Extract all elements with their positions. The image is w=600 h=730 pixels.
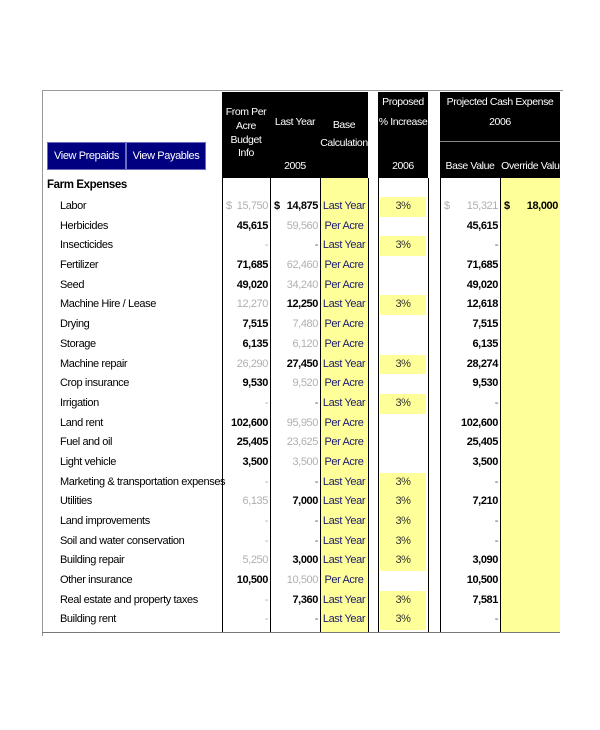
override-value-cell[interactable] [502,512,558,532]
table-row [0,295,600,315]
base-value-cell: - [494,534,498,547]
base-calc-cell[interactable]: Per Acre [324,416,364,429]
override-value-cell[interactable] [502,571,558,591]
row-label: Fuel and oil [60,436,113,449]
base-value-cell: 71,685 [466,259,498,272]
pct-increase-cell[interactable] [380,453,426,473]
row-label: Building repair [60,554,125,567]
override-value-cell[interactable] [502,394,558,414]
row-label: Herbicides [60,219,108,232]
table-row [0,532,600,552]
header-text: Override Value [501,160,565,172]
per-acre-cell[interactable]: 6,135 [242,495,268,508]
row-label: Soil and water conservation [60,534,185,547]
table-row [0,256,600,276]
last-year-cell[interactable]: 59,560 [286,219,318,232]
override-value-cell[interactable]: 18,000 $ [502,197,558,217]
per-acre-cell[interactable]: 3,500 [242,455,268,468]
view-payables-button[interactable]: View Payables [126,142,206,170]
base-calc-cell[interactable]: Last Year [322,534,366,547]
pct-increase-cell[interactable] [380,335,426,355]
per-acre-cell[interactable]: - [264,515,268,527]
last-year-cell[interactable]: 62,460 [286,259,318,272]
base-calc-cell[interactable]: Per Acre [324,219,364,232]
last-year-cell[interactable]: - [314,515,318,527]
per-acre-cell[interactable]: 9,530 [242,377,268,390]
override-value-cell[interactable] [502,276,558,296]
last-year-cell[interactable]: 10,500 [286,574,318,587]
table-row [0,394,600,414]
per-acre-cell[interactable]: 49,020 [236,278,268,291]
last-year-cell[interactable]: 3,000 [292,554,318,567]
base-calc-cell[interactable]: Per Acre [324,574,364,587]
header-text: Acre [236,120,256,132]
base-calc-cell[interactable]: Per Acre [324,337,364,350]
row-label: Irrigation [60,396,99,409]
pct-increase-cell[interactable] [380,433,426,453]
pct-increase-cell[interactable]: 3% [380,394,426,414]
pct-increase-cell[interactable]: 3% [380,591,426,611]
header-projected [440,92,565,178]
pct-increase-cell[interactable]: 3% [380,610,426,630]
base-calc-cell[interactable]: Last Year [322,298,366,311]
row-label: Light vehicle [60,455,116,468]
row-label: Storage [60,337,96,350]
base-calc-cell[interactable]: Last Year [322,613,366,626]
last-year-cell[interactable]: 6,120 [292,337,318,350]
base-calc-cell[interactable]: Last Year [322,475,366,488]
base-calc-cell[interactable]: Per Acre [324,436,364,449]
base-value-cell: 6,135 [472,337,498,350]
pct-increase-cell[interactable]: 3% [380,355,426,375]
last-year-cell[interactable]: - [314,475,318,488]
base-calc-cell[interactable]: Last Year [322,239,366,252]
table-row [0,473,600,493]
override-value-cell[interactable] [502,532,558,552]
table-row [0,276,600,296]
header-proposed [378,92,428,178]
table-row [0,512,600,532]
row-label: Other insurance [60,574,133,587]
row-label: Insecticides [60,239,113,252]
header-text: Base Value [445,160,495,172]
table-row [0,453,600,473]
per-acre-cell[interactable]: - [264,475,268,488]
base-value-cell: - [494,613,498,626]
base-calc-cell[interactable]: Per Acre [324,259,364,272]
pct-increase-cell[interactable]: 3% [380,492,426,512]
base-value-cell: 102,600 [461,416,498,429]
row-label: Fertilizer [60,259,99,272]
override-value-cell[interactable] [502,433,558,453]
base-value-cell: - [494,515,498,527]
last-year-cell[interactable]: 27,450 [286,357,318,370]
table-row [0,591,600,611]
base-calc-cell[interactable]: Last Year [322,396,366,409]
header-text: % Increase [378,116,428,128]
per-acre-cell[interactable]: - [264,239,268,252]
pct-increase-cell[interactable]: 3% [380,551,426,571]
row-label: Utilities [60,495,92,508]
override-value-cell[interactable] [502,473,558,493]
header-last-year [270,92,320,178]
per-acre-cell[interactable]: 5,250 [242,554,268,567]
override-value-cell[interactable] [502,551,558,571]
pct-increase-cell[interactable]: 3% [380,473,426,493]
last-year-cell[interactable]: - [314,613,318,626]
last-year-cell[interactable]: - [314,239,318,252]
base-calc-cell[interactable]: Last Year [322,495,366,508]
last-year-cell[interactable]: 95,950 [286,416,318,429]
per-acre-cell[interactable]: - [264,593,268,606]
table-row [0,610,600,630]
header-divider [440,141,560,142]
base-value-cell: - [494,396,498,409]
last-year-cell[interactable]: 12,250 [286,298,318,311]
per-acre-cell[interactable]: 26,290 [236,357,268,370]
header-text: Budget Info [230,134,262,159]
override-value-cell[interactable] [502,591,558,611]
row-label: Drying [60,318,90,331]
pct-increase-cell[interactable] [380,571,426,591]
header-text: 2005 [284,160,306,172]
pct-increase-cell[interactable]: 3% [380,295,426,315]
row-label: Building rent [60,613,116,626]
table-row [0,236,600,256]
last-year-cell[interactable]: 7,480 [292,318,318,331]
header-text: 2006 [489,116,511,128]
override-value-cell[interactable] [502,236,558,256]
table-bottom-line [42,632,560,633]
table-row [0,551,600,571]
currency-symbol: $ [226,200,232,212]
base-value-cell: - [494,475,498,488]
table-row [0,414,600,434]
base-value-cell: 49,020 [466,278,498,291]
row-label: Real estate and property taxes [60,593,198,606]
base-value-cell: 28,274 [466,357,498,370]
override-value-cell[interactable] [502,217,558,237]
pct-increase-cell[interactable]: 3% [380,236,426,256]
base-calc-cell[interactable]: Per Acre [324,278,364,291]
override-value-cell[interactable] [502,256,558,276]
last-year-cell[interactable]: 3,500 [292,455,318,468]
base-value-cell: 12,618 [466,298,498,311]
row-label: Land rent [60,416,103,429]
row-label: Crop insurance [60,377,129,390]
last-year-cell[interactable]: 7,000 [292,495,318,508]
pct-increase-cell[interactable] [380,256,426,276]
base-calc-cell[interactable]: Per Acre [324,377,364,390]
table-row [0,315,600,335]
pct-increase-cell[interactable] [380,217,426,237]
per-acre-cell[interactable]: 45,615 [236,219,268,232]
table-row [0,374,600,394]
last-year-cell[interactable]: - [314,396,318,409]
per-acre-cell[interactable]: 10,500 [236,574,268,587]
base-value-cell: 45,615 [466,219,498,232]
per-acre-cell[interactable]: - [264,534,268,547]
per-acre-cell[interactable]: 7,515 [242,318,268,331]
override-value-cell[interactable] [502,610,558,630]
base-value-cell: 10,500 [466,574,498,587]
base-value-cell: 7,515 [472,318,498,331]
header-per-acre [222,92,270,178]
base-value-cell: 7,581 [472,593,498,606]
header-text: Calculation [320,137,368,149]
pct-increase-cell[interactable]: 3% [380,512,426,532]
base-value-cell: - [494,239,498,252]
pct-increase-cell[interactable] [380,276,426,296]
pct-increase-cell[interactable] [380,374,426,394]
last-year-cell[interactable]: 14,875 $ [272,197,318,217]
base-value-cell: 3,500 [472,455,498,468]
header-text: Base [332,119,356,131]
override-value-cell[interactable] [502,355,558,375]
base-calc-cell[interactable]: Last Year [322,515,366,527]
row-label: Machine Hire / Lease [60,298,156,311]
override-value-cell[interactable] [502,492,558,512]
base-calc-cell[interactable]: Last Year [322,357,366,370]
currency-symbol: $ [274,200,280,212]
base-value-cell: 15,321 $ [442,197,498,217]
last-year-cell[interactable]: 34,240 [286,278,318,291]
per-acre-cell[interactable]: 12,270 [236,298,268,311]
base-calc-cell[interactable]: Last Year [322,593,366,606]
override-value-cell[interactable] [502,453,558,473]
table-row [0,433,600,453]
row-label: Marketing & transportation expenses [60,475,226,488]
header-text: 2006 [392,160,414,172]
row-label: Seed [60,278,85,291]
per-acre-cell[interactable]: 15,750 $ [224,197,268,217]
override-value-cell[interactable] [502,335,558,355]
table-row [0,217,600,237]
row-label: Labor [60,200,87,212]
base-calc-cell[interactable]: Per Acre [324,318,364,331]
last-year-cell[interactable]: - [314,534,318,547]
pct-increase-cell[interactable] [380,315,426,335]
section-title: Farm Expenses [47,179,127,191]
table-row [0,197,600,217]
base-calc-cell[interactable]: Per Acre [324,455,364,468]
base-calc-cell[interactable]: Last Year [322,200,366,212]
view-prepaids-button[interactable]: View Prepaids [47,142,126,170]
last-year-cell[interactable]: 23,625 [286,436,318,449]
table-row [0,355,600,375]
pct-increase-cell[interactable] [380,414,426,434]
last-year-cell[interactable]: 7,360 [292,593,318,606]
per-acre-cell[interactable]: 25,405 [236,436,268,449]
header-base-calc [320,92,368,178]
currency-symbol: $ [504,200,510,212]
base-value-cell: 3,090 [472,554,498,567]
header-text: Projected Cash Expense [446,96,554,108]
override-value-cell[interactable] [502,295,558,315]
row-label: Land improvements [60,515,150,527]
pct-increase-cell[interactable]: 3% [380,532,426,552]
table-row [0,335,600,355]
expense-rows [0,197,600,630]
override-value-cell[interactable] [502,315,558,335]
last-year-cell[interactable]: 9,520 [292,377,318,390]
header-text: Proposed [382,96,424,108]
base-value-cell: 25,405 [466,436,498,449]
override-value-cell[interactable] [502,374,558,394]
row-label: Machine repair [60,357,128,370]
per-acre-cell[interactable]: 6,135 [242,337,268,350]
header-text: Last Year [274,116,316,128]
per-acre-cell[interactable]: - [264,613,268,626]
table-row [0,492,600,512]
base-value-cell: 9,530 [472,377,498,390]
per-acre-cell[interactable]: 102,600 [231,416,268,429]
base-calc-cell[interactable]: Last Year [322,554,366,567]
pct-increase-cell[interactable]: 3% [380,197,426,217]
header-text: From Per [225,106,267,118]
table-row [0,571,600,591]
override-value-cell[interactable] [502,414,558,434]
currency-symbol: $ [444,200,450,212]
base-value-cell: 7,210 [472,495,498,508]
per-acre-cell[interactable]: 71,685 [236,259,268,272]
per-acre-cell[interactable]: - [264,396,268,409]
